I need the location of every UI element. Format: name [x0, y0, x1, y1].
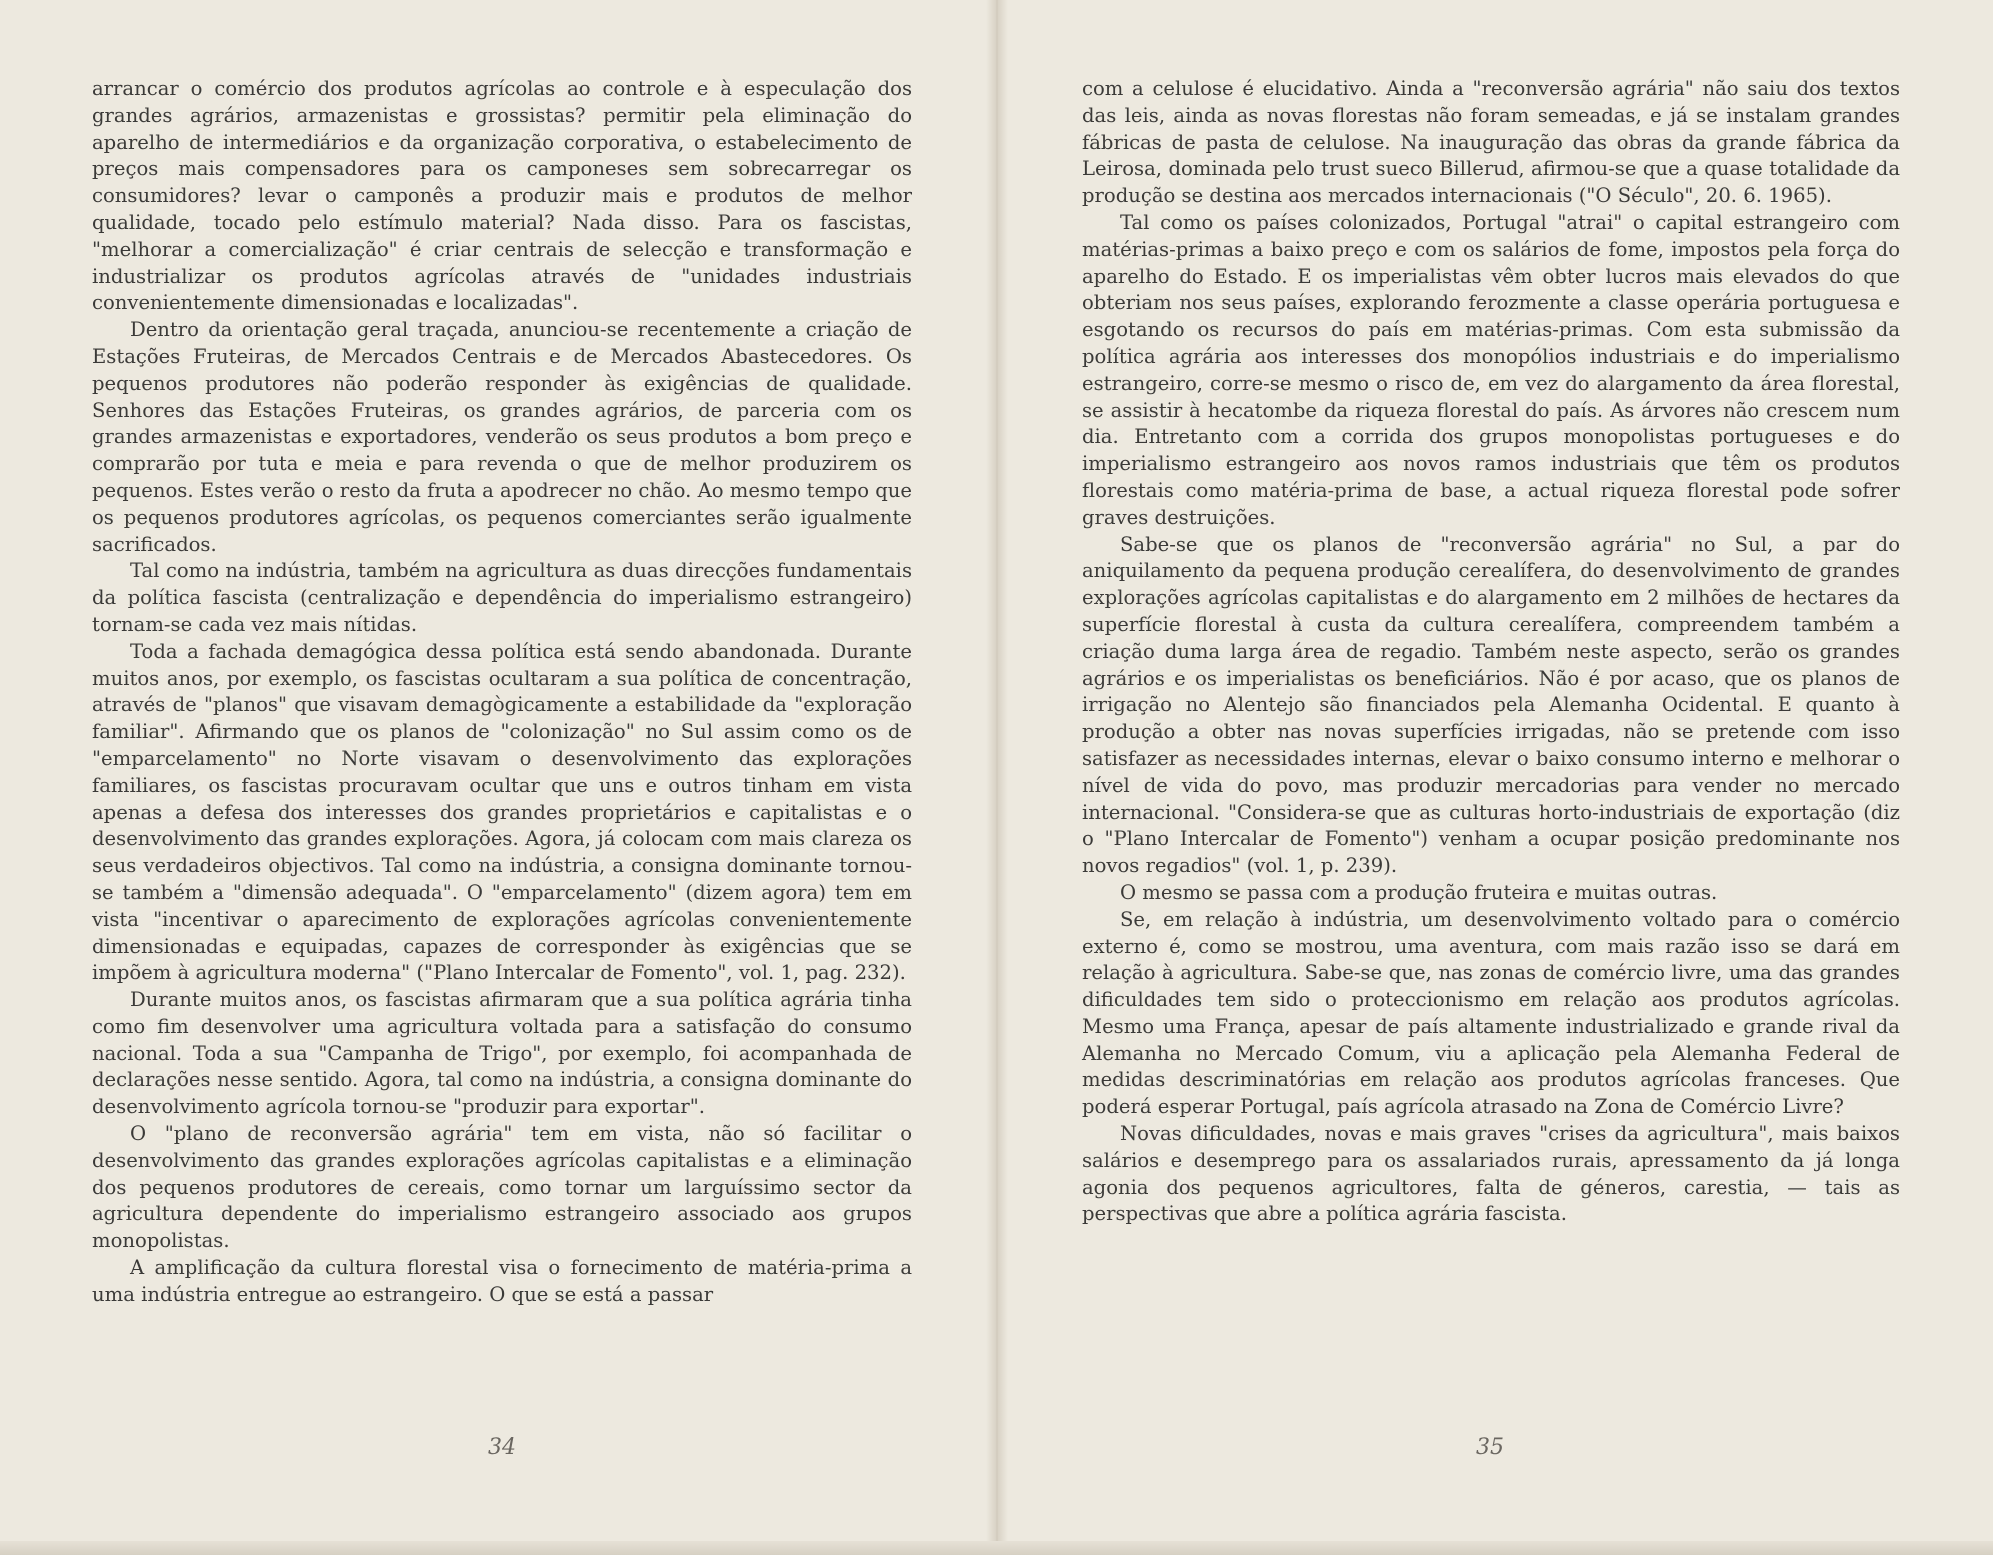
paragraph: Tal como na indústria, também na agricultura as duas direcções fundamentais da política fascista (centralização e dependência do imperialismo estrangeiro) tornam-se cada vez mais nítidas. [92, 559, 912, 636]
paragraph: Novas dificuldades, novas e mais graves "crises da agricultura", mais baixos salários e desemprego para os assalariados rurais, apressamento da já longa agonia dos pequenos agricultores, falta de géneros, carestia, — tais as perspectivas que abre a política agrária fascista. [1082, 1122, 1900, 1226]
right-page [1082, 76, 1900, 1228]
book-gutter [986, 0, 1008, 1555]
paragraph: arrancar o comércio dos produtos agrícolas ao controle e à especulação dos grandes agrários, armazenistas e grossistas? permitir pela eliminação do aparelho de intermediários e da organização corporativa, o estabelecimento de preços mais compensadores para os camponeses sem sobrecarregar os consumidores? levar o camponês a produzir mais e produtos de melhor qualidade, tocado pelo estímulo material? Nada disso. Para os fascistas, "melhorar a comercialização" é criar centrais de selecção e transformação e industrializar os produtos agrícolas através de "unidades industriais convenientemente dimensionadas e localizadas". [92, 77, 912, 315]
paragraph: Dentro da orientação geral traçada, anunciou-se recentemente a criação de Estações Fruteiras, de Mercados Centrais e de Mercados Abastecedores. Os pequenos produtores não poderão responder às exigências de qualidade. Senhores das Estações Fruteiras, os grandes agrários, de parceria com os grandes armazenistas e exportadores, venderão os seus produtos a bom preço e comprarão por tuta e meia e para revenda o que de melhor produzirem os pequenos. Estes verão o resto da fruta a apodrecer no chão. Ao mesmo tempo que os pequenos produtores agrícolas, os pequenos comerciantes serão igualmente sacrificados. [92, 318, 912, 556]
paragraph: com a celulose é elucidativo. Ainda a "reconversão agrária" não saiu dos textos das leis, ainda as novas florestas não foram semeadas, e já se instalam grandes fábricas de pasta de celulose. Na inauguração das obras da grande fábrica da Leirosa, dominada pelo trust sueco Billerud, afirmou-se que a quase totalidade da produção se destina aos mercados internacionais ("O Século", 20. 6. 1965). [1082, 77, 1900, 208]
paragraph: O mesmo se passa com a produção fruteira e muitas outras. [1120, 880, 1718, 904]
page-number-right: 35 [1476, 1435, 1504, 1460]
page-number-left: 34 [488, 1435, 516, 1460]
paragraph: O "plano de reconversão agrária" tem em vista, não só facilitar o desenvolvimento das grandes explorações agrícolas capitalistas e a eliminação dos pequenos produtores de cereais, como tornar um larguíssimo sector da agricultura dependente do imperialismo estrangeiro associado aos grupos monopolistas. [92, 1122, 912, 1253]
paragraph: Se, em relação à indústria, um desenvolvimento voltado para o comércio externo é, como se mostrou, uma aventura, com mais razão isso se dará em relação à agricultura. Sabe-se que, nas zonas de comércio livre, uma das grandes dificuldades tem sido o proteccionismo em relação aos produtos agrícolas. Mesmo uma França, apesar de país altamente industrializado e grande rival da Alemanha no Mercado Comum, viu a aplicação pela Alemanha Federal de medidas descriminatórias em relação aos produtos agrícolas franceses. Que poderá esperar Portugal, país agrícola atrasado na Zona de Comércio Livre? [1082, 907, 1900, 1119]
page-bottom-edge [0, 1541, 1993, 1555]
paragraph: Sabe-se que os planos de "reconversão agrária" no Sul, a par do aniquilamento da pequena produção cerealífera, do desenvolvimento de grandes explorações agrícolas capitalistas e do alargamento em 2 milhões de hectares da superfície florestal à custa da cultura cerealífera, compreendem também a criação duma larga área de regadio. Também neste aspecto, serão os grandes agrários e os imperialistas os beneficiários. Não é por acaso, que os planos de irrigação no Alentejo são financiados pela Alemanha Ocidental. E quanto à produção a obter nas novas superfícies irrigadas, não se pretende com isso satisfazer as necessidades internas, elevar o baixo consumo interno e melhorar o nível de vida do povo, mas produzir mercadorias para vender no mercado internacional. "Considera-se que as culturas horto-industriais de exportação (diz o "Plano Intercalar de Fomento") venham a ocupar posição predominante nos novos regadios" (vol. 1, p. 239). [1082, 532, 1900, 878]
paragraph: A amplificação da cultura florestal visa o fornecimento de matéria-prima a uma indústria entregue ao estrangeiro. O que se está a passar [92, 1256, 912, 1306]
paragraph: Tal como os países colonizados, Portugal "atrai" o capital estrangeiro com matérias-primas a baixo preço e com os salários de fome, impostos pela força do aparelho do Estado. E os imperialistas vêm obter lucros mais elevados do que obteriam nos seus países, explorando ferozmente a classe operária portuguesa e esgotando os recursos do país em matérias-primas. Com esta submissão da política agrária aos interesses dos monopólios industriais e do imperialismo estrangeiro, corre-se mesmo o risco de, em vez do alargamento da área florestal, se assistir à hecatombe da riqueza florestal do país. As árvores não crescem num dia. Entretanto com a corrida dos grupos monopolistas portugueses e do imperialismo estrangeiro aos novos ramos industriais que têm os produtos florestais como matéria-prima de base, a actual riqueza florestal pode sofrer graves destruições. [1082, 210, 1900, 529]
left-page [92, 76, 912, 1309]
paragraph: Toda a fachada demagógica dessa política está sendo abandonada. Durante muitos anos, por exemplo, os fascistas ocultaram a sua política de concentração, através de "planos" que visavam demagògicamente a estabilidade da "exploração familiar". Afirmando que os planos de "colonização" no Sul assim como os de "emparcelamento" no Norte visavam o desenvolvimento das explorações familiares, os fascistas procuravam ocultar que uns e outros tinham em vista apenas a defesa dos interesses dos grandes proprietários e capitalistas e o desenvolvimento das grandes explorações. Agora, já colocam com mais clareza os seus verdadeiros objectivos. Tal como na indústria, a consigna dominante tornou-se também a "dimensão adequada". O "emparcelamento" (dizem agora) tem em vista "incentivar o aparecimento de explorações agrícolas convenientemente dimensionadas e equipadas, capazes de corresponder às exigências que se impõem à agricultura moderna" ("Plano Intercalar de Fomento", vol. 1, pag. 232). [92, 639, 912, 985]
paragraph: Durante muitos anos, os fascistas afirmaram que a sua política agrária tinha como fim desenvolver uma agricultura voltada para a satisfação do consumo nacional. Toda a sua "Campanha de Trigo", por exemplo, foi acompanhada de declarações nesse sentido. Agora, tal como na indústria, a consigna dominante do desenvolvimento agrícola tornou-se "produzir para exportar". [92, 988, 912, 1119]
